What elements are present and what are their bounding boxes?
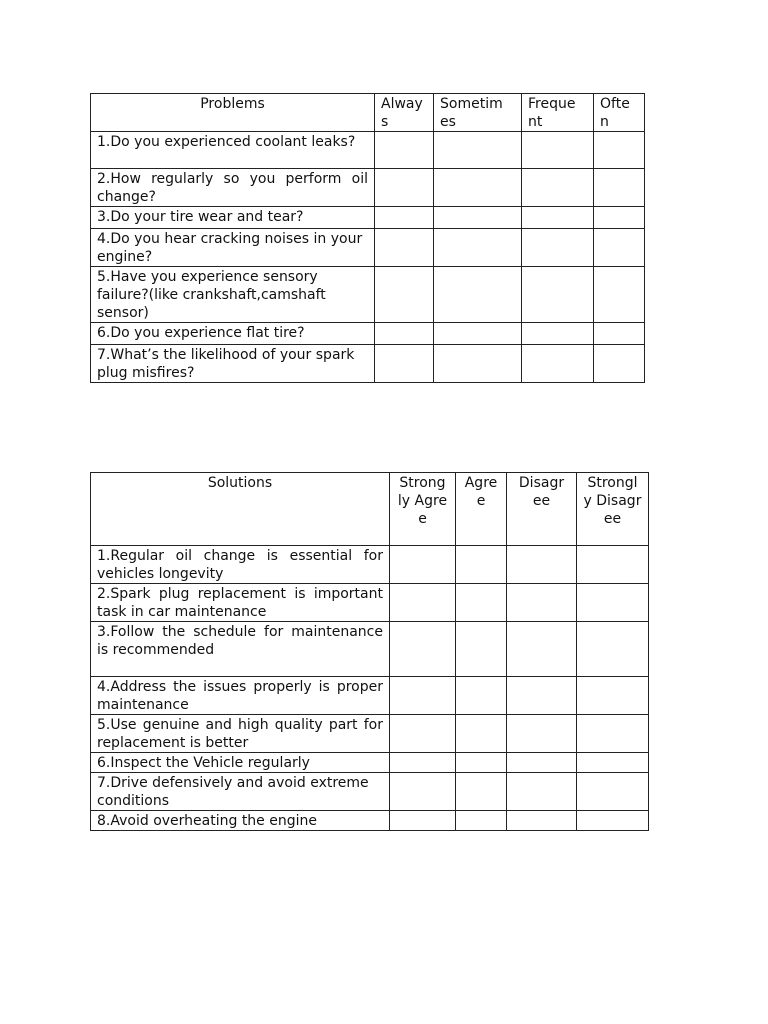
answer-cell[interactable]	[375, 267, 434, 323]
answer-cell[interactable]	[522, 132, 594, 169]
answer-cell[interactable]	[456, 677, 507, 715]
option-often: Ofte n	[594, 94, 645, 132]
answer-cell[interactable]	[434, 323, 522, 345]
answer-cell[interactable]	[594, 345, 645, 383]
problem-question: 7.What’s the likelihood of your spark plug misfires?	[91, 345, 375, 383]
table-row	[91, 622, 649, 677]
option-agree: Agre e	[456, 473, 507, 546]
answer-cell[interactable]	[390, 773, 456, 811]
option-sometimes: Sometim es	[434, 94, 522, 132]
answer-cell[interactable]	[507, 622, 577, 677]
problem-question: 6.Do you experience flat tire?	[91, 323, 375, 345]
answer-cell[interactable]	[577, 773, 649, 811]
table-row	[91, 677, 649, 715]
answer-cell[interactable]	[594, 323, 645, 345]
answer-cell[interactable]	[507, 773, 577, 811]
answer-cell[interactable]	[456, 773, 507, 811]
table-row	[91, 715, 649, 753]
answer-cell[interactable]	[456, 811, 507, 831]
answer-cell[interactable]	[522, 267, 594, 323]
problems-header-row	[91, 94, 645, 132]
answer-cell[interactable]	[522, 207, 594, 229]
problem-question: 2.How regularly so you perform oil change?	[91, 169, 375, 207]
problem-question: 3.Do your tire wear and tear?	[91, 207, 375, 229]
solution-statement: 1.Regular oil change is essential for vehicles longevity	[91, 546, 390, 584]
solution-statement: 5.Use genuine and high quality part for replacement is better	[91, 715, 390, 753]
answer-cell[interactable]	[434, 132, 522, 169]
table-row	[91, 169, 645, 207]
table-row	[91, 753, 649, 773]
option-strongly-disagree: Strongl y Disagr ee	[577, 473, 649, 546]
solutions-header-row	[91, 473, 649, 546]
answer-cell[interactable]	[507, 753, 577, 773]
answer-cell[interactable]	[390, 677, 456, 715]
answer-cell[interactable]	[522, 323, 594, 345]
answer-cell[interactable]	[390, 622, 456, 677]
table-row	[91, 267, 645, 323]
answer-cell[interactable]	[577, 715, 649, 753]
answer-cell[interactable]	[390, 715, 456, 753]
solution-statement: 8.Avoid overheating the engine	[91, 811, 390, 831]
answer-cell[interactable]	[375, 207, 434, 229]
answer-cell[interactable]	[577, 811, 649, 831]
answer-cell[interactable]	[390, 811, 456, 831]
table-row	[91, 207, 645, 229]
table-row	[91, 132, 645, 169]
problems-table	[90, 93, 645, 383]
answer-cell[interactable]	[434, 345, 522, 383]
answer-cell[interactable]	[456, 753, 507, 773]
answer-cell[interactable]	[577, 622, 649, 677]
answer-cell[interactable]	[434, 267, 522, 323]
table-row	[91, 584, 649, 622]
answer-cell[interactable]	[507, 811, 577, 831]
option-strongly-agree: Strong ly Agree	[390, 473, 456, 546]
answer-cell[interactable]	[577, 677, 649, 715]
table-row	[91, 229, 645, 267]
option-frequent: Freque nt	[522, 94, 594, 132]
solution-statement: 2.Spark plug replacement is important task in car maintenance	[91, 584, 390, 622]
answer-cell[interactable]	[456, 546, 507, 584]
answer-cell[interactable]	[375, 345, 434, 383]
problem-question: 1.Do you experienced coolant leaks?	[91, 132, 375, 169]
answer-cell[interactable]	[375, 169, 434, 207]
answer-cell[interactable]	[390, 753, 456, 773]
answer-cell[interactable]	[507, 546, 577, 584]
answer-cell[interactable]	[507, 677, 577, 715]
table-row	[91, 546, 649, 584]
solutions-table	[90, 472, 649, 831]
answer-cell[interactable]	[507, 584, 577, 622]
answer-cell[interactable]	[594, 132, 645, 169]
problems-header: Problems	[91, 94, 375, 132]
table-row	[91, 773, 649, 811]
answer-cell[interactable]	[390, 546, 456, 584]
answer-cell[interactable]	[522, 229, 594, 267]
answer-cell[interactable]	[577, 546, 649, 584]
answer-cell[interactable]	[375, 132, 434, 169]
answer-cell[interactable]	[577, 584, 649, 622]
solution-statement: 6.Inspect the Vehicle regularly	[91, 753, 390, 773]
answer-cell[interactable]	[456, 715, 507, 753]
solution-statement: 3.Follow the schedule for maintenance is recommended	[91, 622, 390, 677]
solution-statement: 7.Drive defensively and avoid extreme conditions	[91, 773, 390, 811]
answer-cell[interactable]	[594, 169, 645, 207]
answer-cell[interactable]	[456, 584, 507, 622]
answer-cell[interactable]	[594, 267, 645, 323]
option-disagree: Disagr ee	[507, 473, 577, 546]
answer-cell[interactable]	[456, 622, 507, 677]
solutions-header: Solutions	[91, 473, 390, 546]
table-row	[91, 323, 645, 345]
answer-cell[interactable]	[390, 584, 456, 622]
answer-cell[interactable]	[375, 323, 434, 345]
option-always: Alway s	[375, 94, 434, 132]
table-row	[91, 345, 645, 383]
answer-cell[interactable]	[594, 229, 645, 267]
answer-cell[interactable]	[594, 207, 645, 229]
answer-cell[interactable]	[434, 169, 522, 207]
answer-cell[interactable]	[434, 207, 522, 229]
table-row	[91, 811, 649, 831]
answer-cell[interactable]	[507, 715, 577, 753]
answer-cell[interactable]	[577, 753, 649, 773]
solution-statement: 4.Address the issues properly is proper maintenance	[91, 677, 390, 715]
problem-question: 5.Have you experience sensory failure?(like crankshaft,camshaft sensor)	[91, 267, 375, 323]
answer-cell[interactable]	[522, 345, 594, 383]
problem-question: 4.Do you hear cracking noises in your engine?	[91, 229, 375, 267]
answer-cell[interactable]	[434, 229, 522, 267]
answer-cell[interactable]	[522, 169, 594, 207]
answer-cell[interactable]	[375, 229, 434, 267]
